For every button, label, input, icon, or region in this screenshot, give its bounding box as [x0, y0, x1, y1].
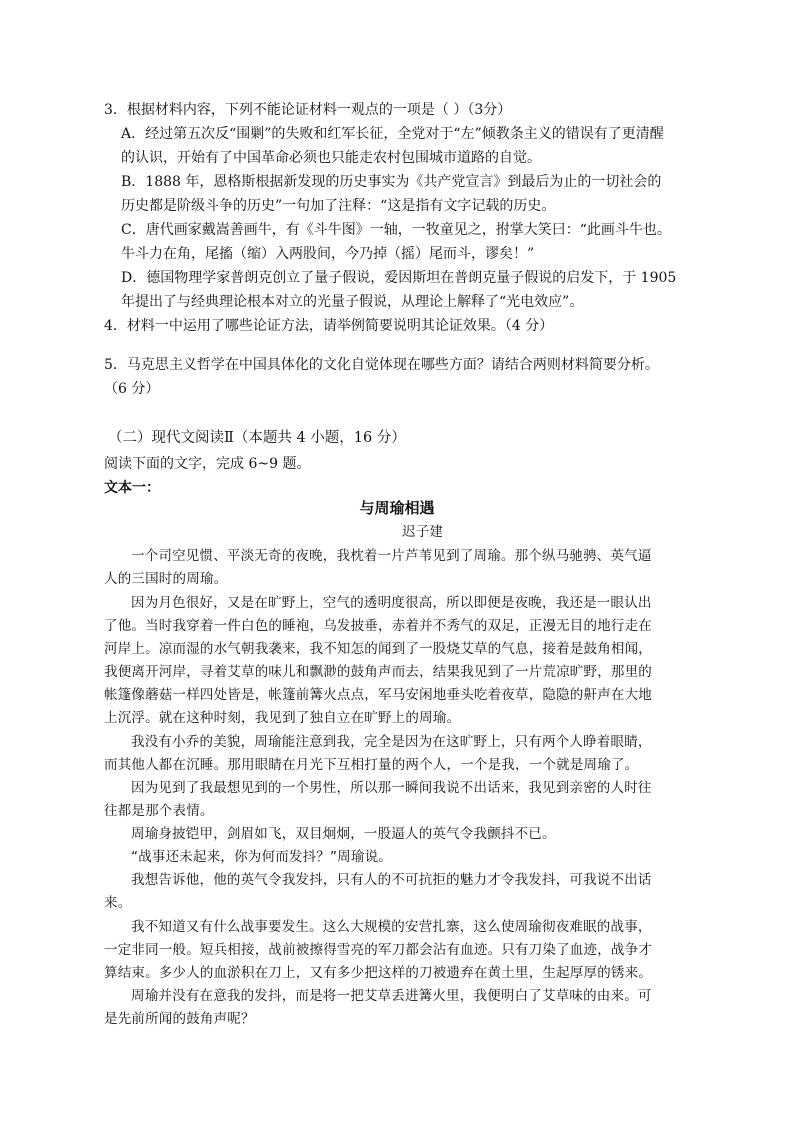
question-4-stem: 4．材料一中运用了哪些论证方法，请举例简要说明其论证效果。（4 分） [104, 318, 554, 334]
article-line: 上沉浮。就在这种时刻，我见到了独自立在旷野上的周瑜。 [104, 710, 461, 726]
question-3-option-d-line2: 年提出了与经典理论根本对立的光量子假说，从理论上解释了“光电效应”。 [121, 294, 584, 310]
article-line: 周瑜身披铠甲，剑眉如飞，双目炯炯，一股逼人的英气令我颤抖不已。 [131, 826, 556, 842]
article-line: 一定非同一般。短兵相接，战前被擦得雪亮的军刀都会沾有血迹。只有刀染了血迹，战争才 [104, 942, 652, 958]
article-line: 帐篷像蘑菇一样四处皆是，帐篷前篝火点点，军马安闲地垂头吃着夜草，隐隐的鼾声在大地 [104, 687, 652, 703]
article-line: 而其他人都在沉睡。那用眼睛在月光下互相打量的两个人，一个是我，一个就是周瑜了。 [104, 757, 639, 773]
question-5-stem-line1: 5．马克思主义哲学在中国具体化的文化自觉体现在哪些方面？请结合两则材料简要分析。 [104, 357, 659, 373]
article-line: 因为月色很好，又是在旷野上，空气的透明度很高，所以即便是夜晚，我还是一眼认出 [131, 595, 652, 611]
article-line: 一个司空见惯、平淡无奇的夜晚，我枕着一片芦苇见到了周瑜。那个纵马驰骋、英气逼 [131, 548, 652, 564]
question-3-option-a-line1: A．经过第五次反“围剿”的失败和红军长征，全党对于“左”倾教条主义的错误有了更清醒 [121, 126, 664, 142]
question-5-stem-line2: （6 分） [104, 381, 160, 397]
article-line: 我没有小乔的美貌，周瑜能注意到我，完全是因为在这旷野上，只有两个人睁着眼睛， [131, 734, 652, 750]
question-3-option-d-line1: D．德国物理学家普朗克创立了量子假说，爱因斯坦在普朗克量子假说的启发下，于 1905 [121, 270, 677, 286]
article-line: “战事还未起来，你为何而发抖？”周瑜说。 [131, 849, 392, 865]
article-line: 是先前所闻的鼓角声呢？ [104, 1011, 255, 1027]
section-instruction: 阅读下面的文字，完成 6~9 题。 [104, 456, 311, 472]
article-line: 来。 [104, 895, 132, 911]
article-line: 我不知道又有什么战事要发生。这么大规模的安营扎寨，这么使周瑜彻夜难眠的战事， [131, 919, 652, 935]
question-3-option-c-line2: 牛斗力在角，尾搐（缩）入两股间，今乃掉（摇）尾而斗，谬矣！” [121, 246, 535, 262]
question-3-option-c-line1: C．唐代画家戴嵩善画牛，有《斗牛图》一轴，一牧童见之，拊掌大笑曰：“此画斗牛也。 [121, 222, 671, 238]
article-line: 人的三国时的周瑜。 [104, 571, 228, 587]
question-3-option-b-line1: B．1888 年，恩格斯根据新发现的历史事实为《共产党宣言》到最后为止的一切社会的 [121, 174, 662, 190]
question-3-option-a-line2: 的认识，开始有了中国革命必须也只能走农村包围城市道路的自觉。 [121, 150, 541, 166]
section-heading: （二）现代文阅读Ⅱ（本题共 4 小题，16 分） [108, 430, 406, 446]
article-line: 因为见到了我最想见到的一个男性，所以那一瞬间我说不出话来，我见到亲密的人时往 [131, 780, 652, 796]
question-3-stem: 3．根据材料内容，下列不能论证材料一观点的一项是（ ）（3分） [104, 102, 512, 118]
article-line: 我便离开河岸，寻着艾草的味儿和飘渺的鼓角声而去，结果我见到了一片荒凉旷野，那里的 [104, 664, 652, 680]
article-line: 算结束。多少人的血淤积在刀上，又有多少把这样的刀被遗弃在黄土里，生起厚厚的锈来。 [104, 965, 652, 981]
text-one-label: 文本一： [104, 480, 160, 496]
article-line: 我想告诉他，他的英气令我发抖，只有人的不可抗拒的魅力才令我发抖，可我说不出话 [131, 872, 652, 888]
article-title: 与周瑜相遇 [359, 499, 435, 517]
article-line: 河岸上。凉而湿的水气朝我袭来，我不知怎的闻到了一股烧艾草的气息，接着是鼓角相闻， [104, 641, 652, 657]
article-author: 迟子建 [402, 524, 444, 540]
article-line: 周瑜并没有在意我的发抖，而是将一把艾草丢进篝火里，我便明白了艾草味的由来。可 [131, 988, 652, 1004]
question-3-option-b-line2: 历史都是阶级斗争的历史”一句加了注释：“这是指有文字记载的历史。 [121, 198, 556, 214]
article-line: 往都是那个表情。 [104, 803, 214, 819]
article-line: 了他。当时我穿着一件白色的睡袍，乌发披垂，赤着并不秀气的双足，正漫无目的地行走在 [104, 618, 652, 634]
